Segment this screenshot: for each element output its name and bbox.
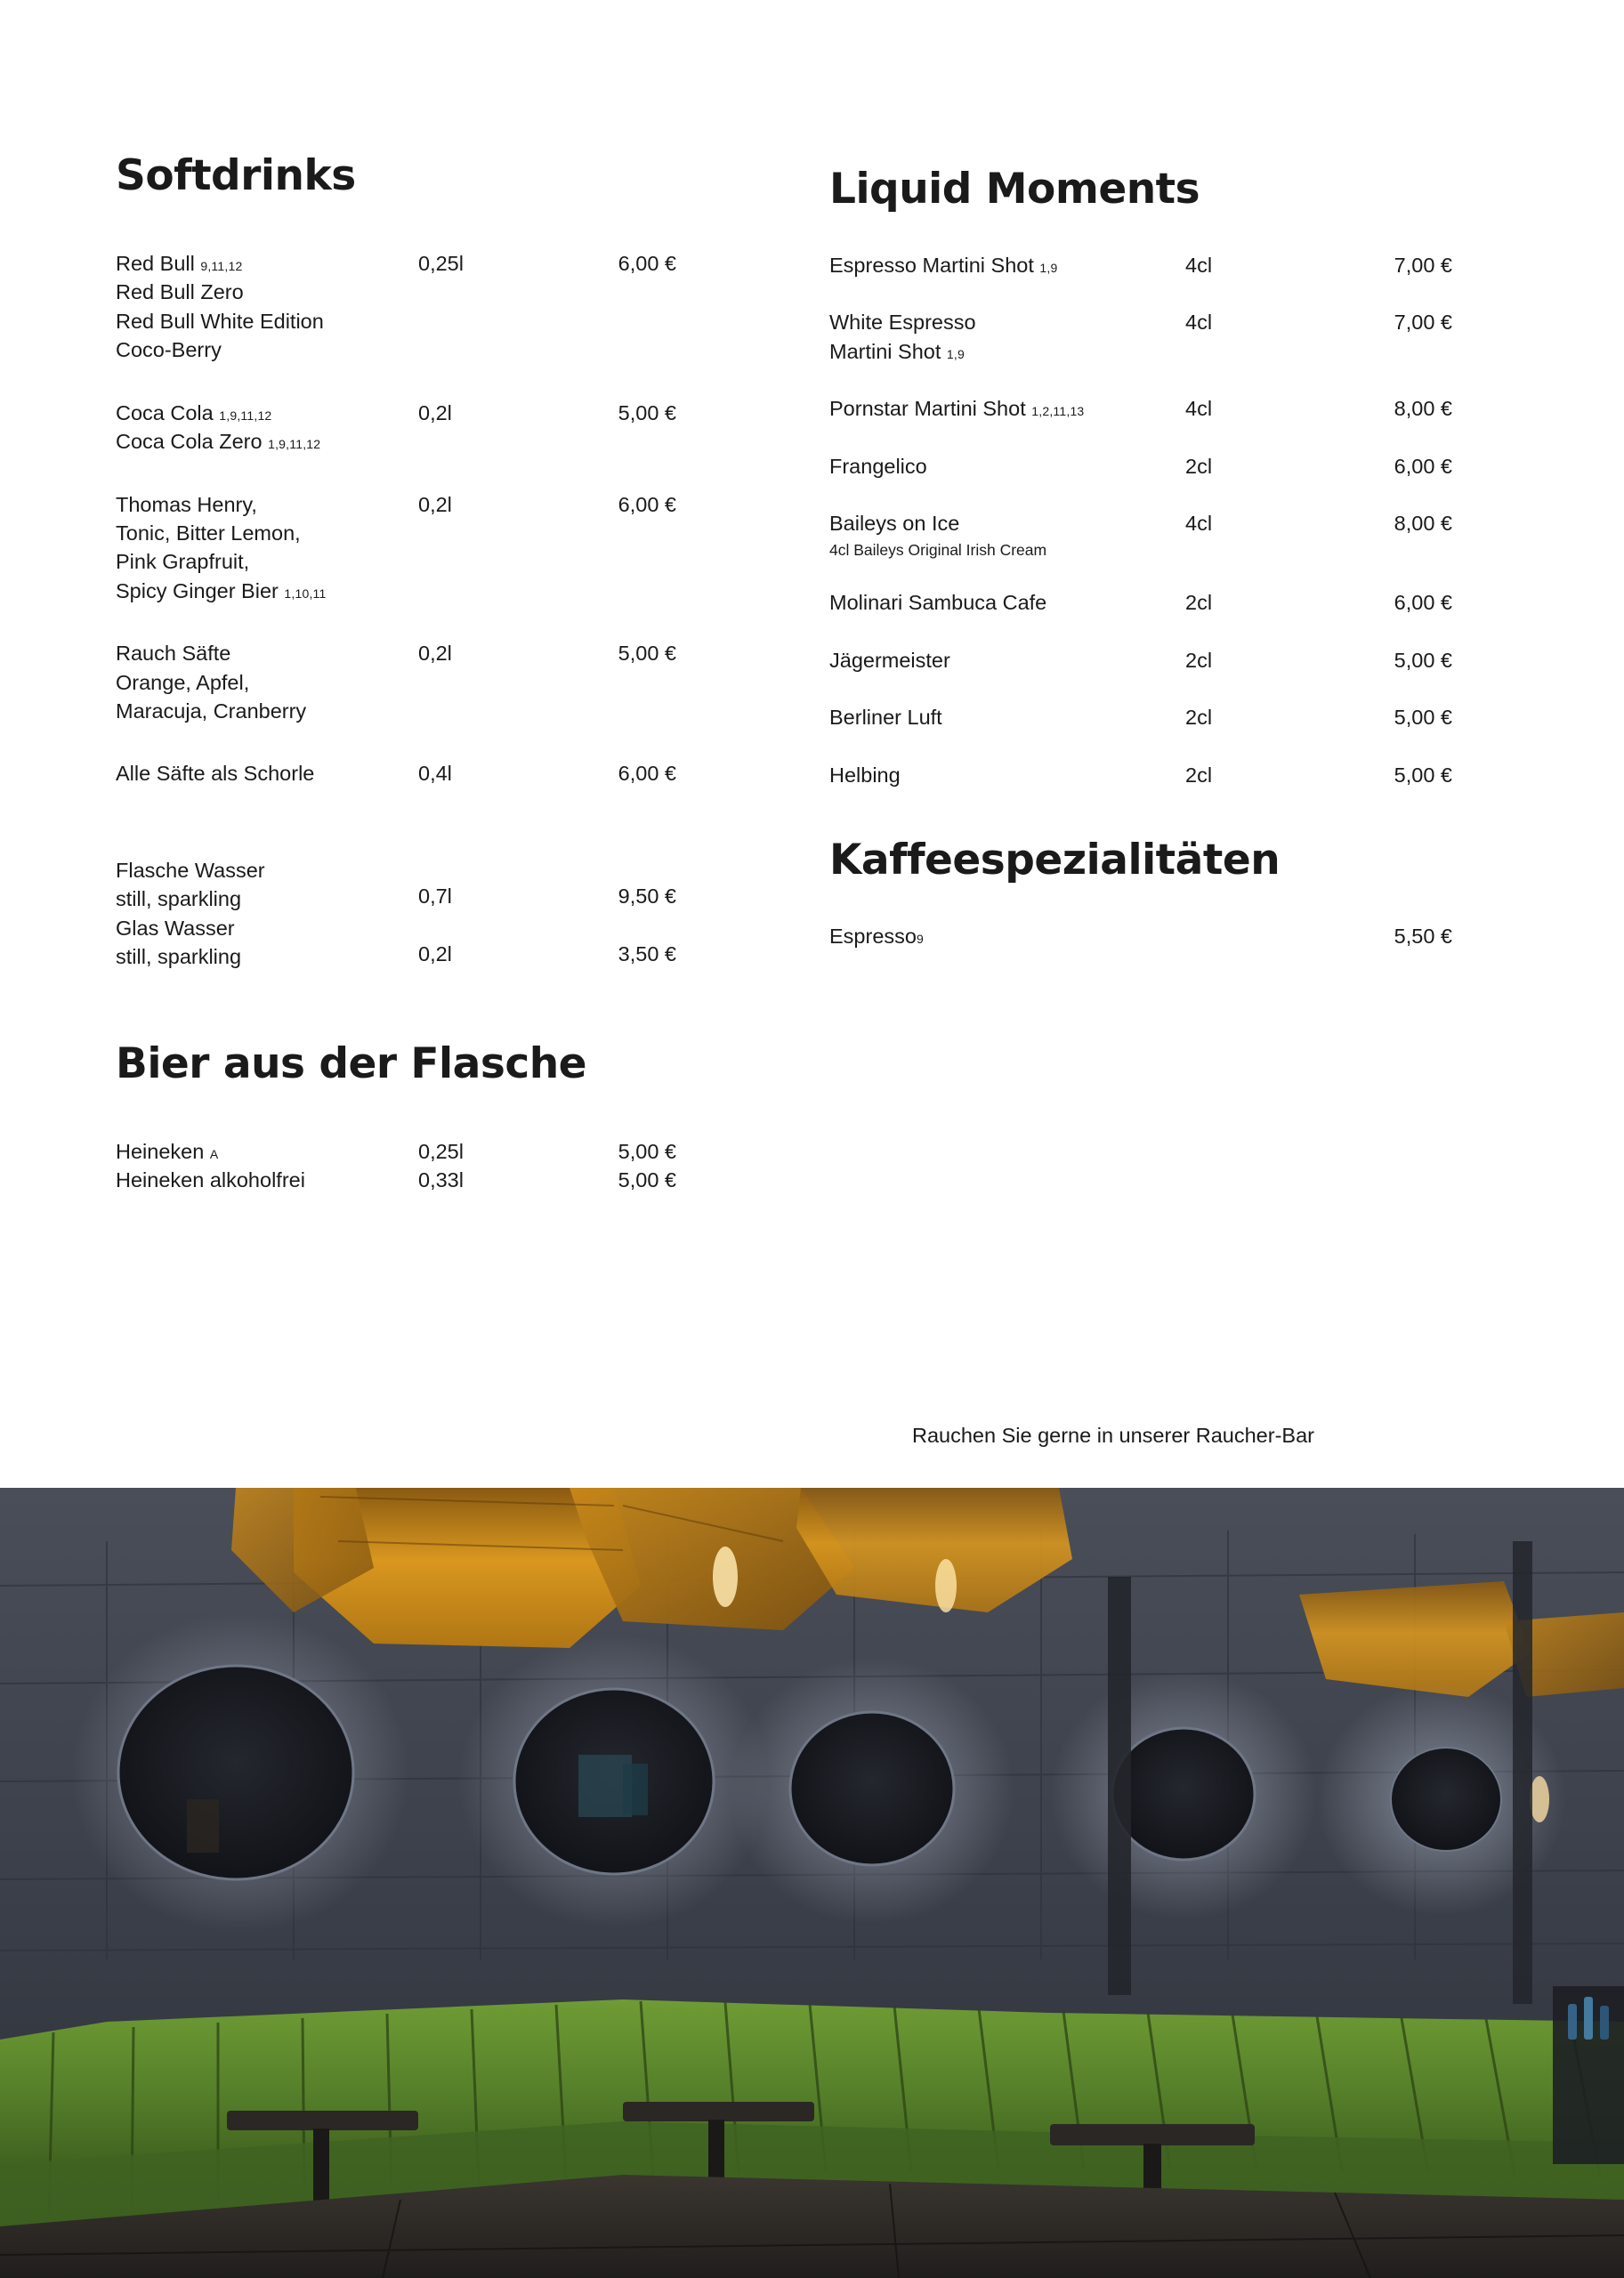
menu-item-schorle [116, 759, 758, 788]
menu-group-bier [116, 1137, 758, 1195]
section-title-kaffeespezialitaeten: Kaffeespezialitäten [829, 835, 1281, 885]
item-name: Heineken [116, 1139, 205, 1163]
item-price: 6,00 € [618, 252, 676, 275]
menu-item-red-bull [116, 249, 758, 365]
spacer [116, 1006, 758, 1039]
item-name: Coco-Berry [116, 338, 222, 362]
menu-item-baileys-on-ice [829, 509, 1508, 560]
item-name: Pink Grapfruit, [116, 550, 250, 574]
item-names [829, 509, 1185, 560]
allergen-sup: 1,10,11 [284, 586, 327, 601]
menu-item-rauch-saefte [116, 639, 758, 725]
item-volume: 4cl [1185, 512, 1213, 536]
item-names [116, 639, 418, 725]
item-volume: 2cl [1185, 648, 1213, 672]
left-column [0, 0, 812, 1495]
item-names [829, 588, 1185, 617]
section-title-softdrinks: Softdrinks [116, 151, 356, 200]
item-price: 5,00 € [618, 642, 676, 666]
item-names [829, 452, 1185, 481]
item-names [829, 646, 1185, 675]
item-volume: 4cl [1185, 311, 1213, 335]
item-price: 6,00 € [1394, 454, 1452, 478]
item-names [829, 922, 1185, 950]
item-names [116, 1137, 418, 1166]
item-price: 7,00 € [1394, 254, 1452, 277]
item-name: Jägermeister [829, 648, 950, 672]
item-name: Alle Säfte als Schorle [116, 762, 315, 786]
item-subname: still, sparkling [116, 945, 242, 969]
menu-item-pornstar-martini-shot [829, 394, 1508, 423]
item-name: Flasche Wasser [116, 858, 265, 882]
item-names [829, 761, 1185, 789]
allergen-sup: 1,9 [1039, 261, 1058, 275]
allergen-sup: 1,2,11,13 [1031, 404, 1085, 419]
item-name: Espresso [829, 924, 917, 948]
allergen-sup: 1,9 [946, 346, 965, 361]
item-names [829, 394, 1185, 423]
item-volume: 0,25l [418, 1139, 464, 1163]
menu-item-thomas-henry [116, 490, 758, 606]
menu-item-molinari-sambuca-cafe [829, 588, 1508, 617]
item-price: 7,00 € [1394, 311, 1452, 335]
item-price: 5,50 € [1394, 924, 1452, 948]
item-price: 5,00 € [1394, 706, 1452, 730]
item-name: Maracuja, Cranberry [116, 699, 307, 723]
item-subname: still, sparkling [116, 887, 242, 911]
item-names [116, 490, 418, 606]
item-name: Red Bull [116, 252, 195, 275]
item-volume: 0,2l [418, 400, 452, 424]
menu-item-frangelico [829, 452, 1508, 481]
item-volume: 4cl [1185, 397, 1213, 421]
item-name: Berliner Luft [829, 706, 942, 730]
item-names [116, 399, 418, 456]
menu-item-helbing [829, 761, 1508, 789]
item-volume: 2cl [1185, 706, 1213, 730]
item-name: Coca Cola [116, 400, 214, 424]
item-name: Baileys on Ice [829, 512, 960, 536]
menu-item-heineken [116, 1137, 758, 1166]
item-name: Coca Cola Zero [116, 430, 263, 454]
item-price: 9,50 € [618, 884, 676, 908]
item-name: Pornstar Martini Shot [829, 397, 1026, 421]
allergen-sup: 9 [916, 931, 924, 946]
item-name: Heineken alkoholfrei [116, 1168, 305, 1192]
item-names [116, 914, 418, 972]
item-name: Spicy Ginger Bier [116, 578, 279, 602]
item-name: Orange, Apfel, [116, 670, 250, 694]
menu-item-coca-cola [116, 399, 758, 456]
menu-item-espresso [829, 922, 1508, 950]
item-name: Red Bull White Edition [116, 309, 324, 333]
item-price: 5,00 € [618, 1139, 676, 1163]
item-price: 6,00 € [1394, 591, 1452, 615]
item-volume: 0,33l [418, 1168, 464, 1192]
item-name: Tonic, Bitter Lemon, [116, 521, 301, 545]
item-volume: 0,7l [418, 884, 452, 908]
item-volume: 0,2l [418, 642, 452, 666]
menu-item-wasser [116, 856, 758, 972]
item-price: 5,00 € [1394, 763, 1452, 787]
item-name: Molinari Sambuca Cafe [829, 591, 1047, 615]
spacer [829, 818, 1508, 836]
item-price: 5,00 € [618, 400, 676, 424]
menu-item-heineken-alkoholfrei [116, 1166, 758, 1194]
item-names [829, 251, 1185, 279]
item-name: Helbing [829, 763, 901, 787]
item-volume: 4cl [1185, 254, 1213, 277]
item-volume: 0,2l [418, 492, 452, 516]
item-volume: 0,25l [418, 252, 464, 275]
menu-item-white-espresso-martini-shot [829, 308, 1508, 366]
item-name: Rauch Säfte [116, 642, 231, 666]
spacer [116, 822, 758, 856]
item-names [829, 308, 1185, 366]
item-names [116, 1166, 418, 1194]
item-name: Red Bull Zero [116, 280, 244, 304]
allergen-sup: 1,9,11,12 [268, 437, 321, 452]
item-names [116, 759, 418, 788]
item-price: 8,00 € [1394, 512, 1452, 536]
item-price: 8,00 € [1394, 397, 1452, 421]
section-title-liquid-moments: Liquid Moments [829, 165, 1200, 214]
photo-illustration [0, 1488, 1624, 2278]
item-name: Frangelico [829, 454, 927, 478]
item-price: 5,00 € [618, 1168, 676, 1192]
item-name: Glas Wasser [116, 916, 235, 940]
item-names [116, 856, 418, 914]
section-title-bier: Bier aus der Flasche [116, 1038, 587, 1088]
item-names [116, 249, 418, 365]
menu-item-espresso-martini-shot [829, 251, 1508, 279]
item-price: 6,00 € [618, 762, 676, 786]
item-volume: 0,2l [418, 941, 452, 965]
item-price: 3,50 € [618, 941, 676, 965]
item-volume: 2cl [1185, 591, 1213, 615]
item-price: 6,00 € [618, 492, 676, 516]
item-name: Espresso Martini Shot [829, 254, 1034, 277]
item-name: White Espresso [829, 311, 976, 335]
item-name: Thomas Henry, [116, 492, 257, 516]
smoking-notice: Rauchen Sie gerne in unserer Raucher-Bar [912, 1424, 1314, 1447]
item-price: 5,00 € [1394, 648, 1452, 672]
item-volume: 2cl [1185, 763, 1213, 787]
allergen-sup: A [209, 1146, 219, 1161]
right-column [812, 0, 1624, 1495]
item-name-line2: Martini Shot [829, 339, 941, 363]
menu-item-berliner-luft [829, 703, 1508, 731]
bar-interior-photo [0, 1488, 1624, 2278]
allergen-sup: 9,11,12 [200, 259, 243, 273]
item-names [829, 703, 1185, 731]
item-volume: 2cl [1185, 454, 1213, 478]
item-volume: 0,4l [418, 762, 452, 786]
menu-item-jaegermeister [829, 646, 1508, 675]
item-description: 4cl Baileys Original Irish Cream [829, 540, 1047, 559]
allergen-sup: 1,9,11,12 [219, 408, 272, 423]
